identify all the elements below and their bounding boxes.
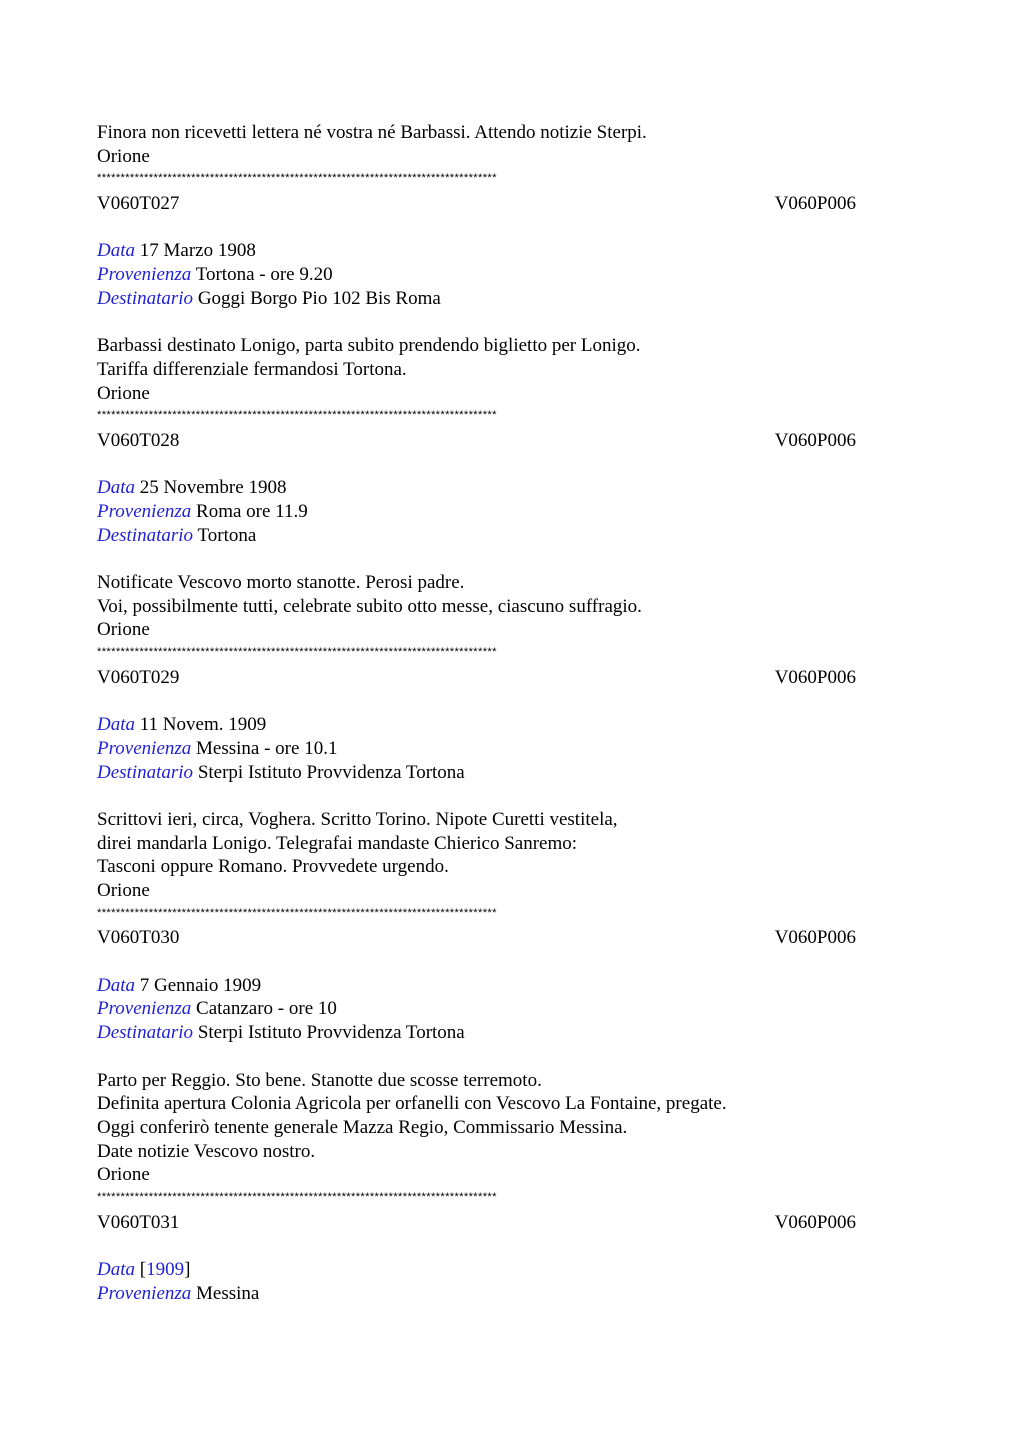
data-label: Data bbox=[97, 974, 135, 996]
provenienza-row bbox=[97, 737, 927, 761]
provenienza-row bbox=[97, 997, 927, 1021]
data-value: 1909 bbox=[146, 1259, 185, 1280]
provenienza-value: Messina - ore 10.1 bbox=[196, 737, 338, 759]
data-row bbox=[97, 713, 927, 737]
entry-page: V060P006 bbox=[774, 927, 856, 949]
body-line: Tasconi oppure Romano. Provvedete urgendo. bbox=[97, 856, 449, 878]
body-line: Oggi conferirò tenente generale Mazza Regio, Commissario Messina. bbox=[97, 1116, 628, 1138]
telegram-entry bbox=[97, 1187, 927, 1305]
destinatario-row bbox=[97, 524, 927, 548]
entry-page: V060P006 bbox=[774, 1211, 856, 1233]
data-bracket-close: ] bbox=[184, 1259, 191, 1280]
data-value: 11 Novem. 1909 bbox=[139, 714, 267, 736]
data-row bbox=[97, 974, 927, 998]
body-line: Barbassi destinato Lonigo, parta subito prendendo biglietto per Lonigo. bbox=[97, 335, 641, 357]
body-line: Date notizie Vescovo nostro. bbox=[97, 1140, 316, 1162]
provenienza-row bbox=[97, 263, 927, 287]
data-row bbox=[97, 1258, 927, 1282]
telegram-entry bbox=[97, 405, 927, 642]
data-value: 25 Novembre 1908 bbox=[139, 477, 287, 499]
data-row bbox=[97, 239, 927, 263]
signature: Orione bbox=[97, 382, 150, 404]
destinatario-label: Destinatario bbox=[97, 524, 194, 546]
provenienza-label: Provenienza bbox=[97, 737, 192, 759]
entry-header bbox=[97, 192, 856, 216]
entry-header bbox=[97, 429, 856, 453]
provenienza-label: Provenienza bbox=[97, 264, 192, 286]
signature: Orione bbox=[97, 145, 150, 167]
data-value: 17 Marzo 1908 bbox=[139, 240, 256, 262]
provenienza-value: Tortona - ore 9.20 bbox=[195, 264, 333, 286]
provenienza-label: Provenienza bbox=[97, 998, 192, 1020]
entry-code: V060T027 bbox=[97, 193, 180, 215]
entry-header bbox=[97, 666, 856, 690]
entry-code: V060T028 bbox=[97, 429, 180, 451]
entry-page: V060P006 bbox=[774, 666, 856, 688]
data-label: Data bbox=[97, 714, 135, 736]
entry-header bbox=[97, 926, 856, 950]
data-bracket-open: [ bbox=[139, 1259, 147, 1280]
entry-page: V060P006 bbox=[774, 429, 856, 451]
entry-code: V060T030 bbox=[97, 927, 180, 949]
provenienza-label: Provenienza bbox=[97, 501, 192, 522]
body-line: Voi, possibilmente tutti, celebrate subito otto messe, ciascuno suffragio. bbox=[97, 595, 642, 617]
telegram-entry bbox=[97, 168, 927, 405]
separator: ************************************************************************************* bbox=[97, 646, 497, 659]
data-label: Data bbox=[97, 240, 135, 262]
separator: ************************************************************************************* bbox=[97, 1190, 497, 1203]
body-line: Scrittovi ieri, circa, Voghera. Scritto Torino. Nipote Curetti vestitela, bbox=[97, 808, 618, 830]
body-line: Parto per Reggio. Sto bene. Stanotte due scosse terremoto. bbox=[97, 1069, 542, 1091]
telegram-entry bbox=[97, 642, 927, 903]
body-line: Definita apertura Colonia Agricola per orfanelli con Vescovo La Fontaine, pregate. bbox=[97, 1093, 727, 1115]
destinatario-value: Goggi Borgo Pio 102 Bis Roma bbox=[197, 287, 441, 309]
document-page bbox=[97, 121, 927, 1305]
provenienza-value: Catanzaro - ore 10 bbox=[196, 998, 337, 1020]
entry-code: V060T031 bbox=[97, 1211, 180, 1233]
signature: Orione bbox=[97, 1164, 150, 1186]
separator: ************************************************************************************* bbox=[97, 409, 497, 422]
signature: Orione bbox=[97, 619, 150, 641]
provenienza-row bbox=[97, 500, 927, 524]
data-label: Data bbox=[97, 477, 135, 499]
entry-code: V060T029 bbox=[97, 666, 180, 688]
body-line: Notificate Vescovo morto stanotte. Perosi padre. bbox=[97, 572, 465, 594]
destinatario-row bbox=[97, 1021, 927, 1045]
destinatario-row bbox=[97, 287, 927, 311]
destinatario-row bbox=[97, 761, 927, 785]
body-line: Tariffa differenziale fermandosi Tortona. bbox=[97, 358, 407, 380]
provenienza-label: Provenienza bbox=[97, 1282, 192, 1304]
entry-page: V060P006 bbox=[774, 193, 856, 215]
destinatario-label: Destinatario bbox=[97, 761, 194, 783]
destinatario-label: Destinatario bbox=[97, 1022, 194, 1044]
provenienza-value: Roma ore 11.9 bbox=[196, 501, 308, 522]
entry-header bbox=[97, 1211, 856, 1235]
body-line: direi mandarla Lonigo. Telegrafai mandaste Chierico Sanremo: bbox=[97, 832, 578, 854]
data-value: 7 Gennaio 1909 bbox=[139, 974, 262, 996]
destinatario-value: Tortona bbox=[197, 524, 257, 546]
separator: ************************************************************************************* bbox=[97, 906, 497, 919]
destinatario-label: Destinatario bbox=[97, 287, 194, 309]
signature: Orione bbox=[97, 880, 150, 901]
data-row bbox=[97, 476, 927, 500]
telegram-entry bbox=[97, 903, 927, 1187]
provenienza-row bbox=[97, 1282, 927, 1306]
provenienza-value: Messina bbox=[196, 1282, 260, 1304]
intro-line: Finora non ricevetti lettera né vostra né Barbassi. Attendo notizie Sterpi. bbox=[97, 122, 647, 143]
separator: ************************************************************************************* bbox=[97, 172, 497, 185]
destinatario-value: Sterpi Istituto Provvidenza Tortona bbox=[197, 761, 465, 783]
destinatario-value: Sterpi Istituto Provvidenza Tortona bbox=[197, 1022, 465, 1044]
data-label: Data bbox=[97, 1259, 135, 1280]
